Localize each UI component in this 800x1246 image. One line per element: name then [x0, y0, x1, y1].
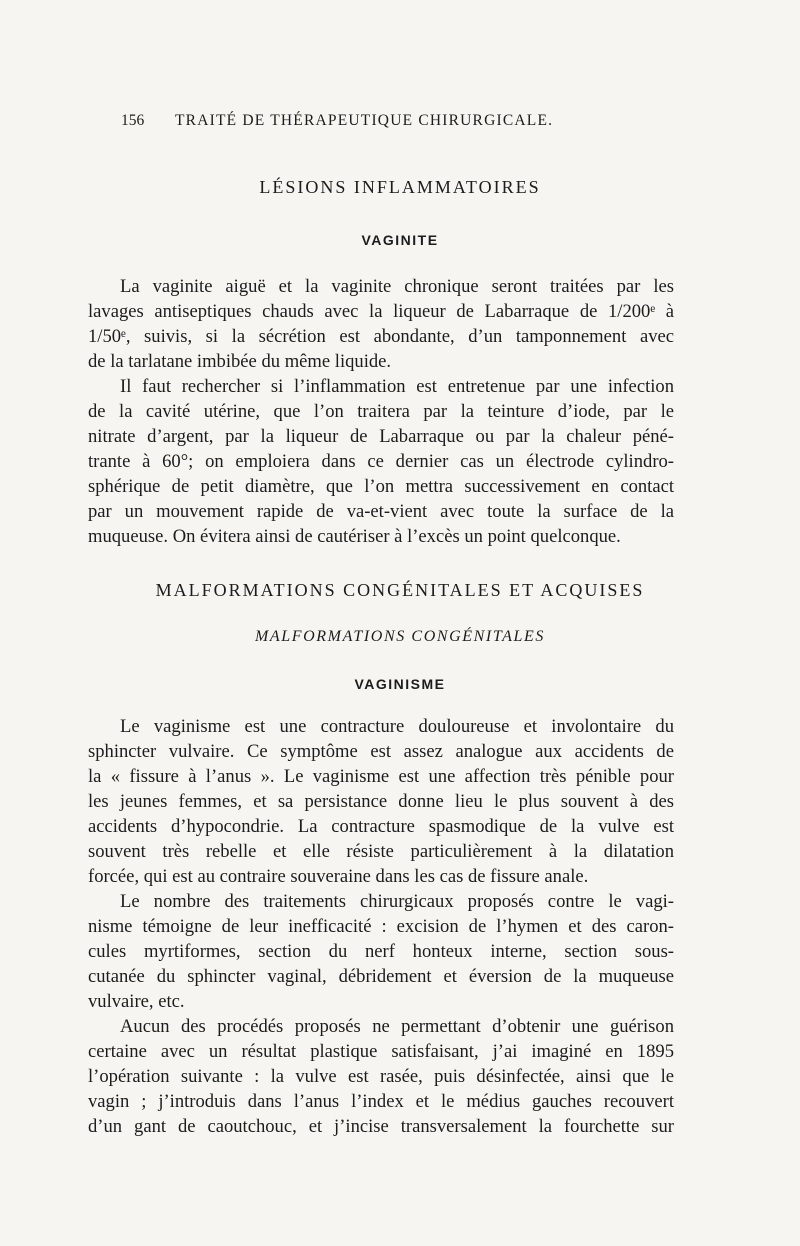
paragraph [88, 714, 674, 889]
section-title-lesions: LÉSIONS INFLAMMATOIRES [259, 177, 541, 197]
text-line: trante à 60°; on emploiera dans ce dernier cas un électrode cylindro- [88, 451, 674, 472]
text-line: lavages antiseptiques chauds avec la liqueur de Labarraque de 1/200ᵉ à [88, 301, 674, 322]
vaginite-text [88, 274, 674, 549]
text-line: de la cavité utérine, que l’on traitera par la teinture d’iode, par le [88, 401, 674, 422]
paragraph [88, 889, 674, 1014]
subsection-title-congenitales: MALFORMATIONS CONGÉNITALES [254, 628, 546, 645]
text-line: muqueuse. On évitera ainsi de cautériser à l’excès un point quelconque. [88, 526, 621, 547]
section-title-malformations: MALFORMATIONS CONGÉNITALES ET ACQUISES [155, 580, 645, 600]
text-line: la « fissure à l’anus ». Le vaginisme est une affection très pénible pour [88, 766, 674, 787]
text-line: sphincter vulvaire. Ce symptôme est assez analogue aux accidents de [88, 741, 674, 762]
text-line: d’un gant de caoutchouc, et j’incise transversalement la fourchette sur [88, 1116, 674, 1137]
text-line: l’opération suivante : la vulve est rasée, puis désinfectée, ainsi que le [88, 1066, 674, 1087]
page-number: 156 [121, 112, 145, 129]
vaginisme-text [88, 714, 674, 1139]
text-line: de la tarlatane imbibée du même liquide. [88, 351, 392, 372]
text-line: 1/50ᵉ, suivis, si la sécrétion est abondante, d’un tamponnement avec [88, 326, 674, 347]
text-line: Aucun des procédés proposés ne permettant d’obtenir une guérison [120, 1016, 674, 1037]
running-title: TRAITÉ DE THÉRAPEUTIQUE CHIRURGICALE. [175, 112, 554, 129]
subsection-title-vaginite: VAGINITE [361, 232, 439, 248]
text-line: par un mouvement rapide de va-et-vient avec toute la surface de la [88, 501, 674, 522]
text-line: vagin ; j’introduis dans l’anus l’index et le médius gauches recouvert [88, 1091, 674, 1112]
paragraph [88, 1014, 674, 1139]
text-line: cules myrtiformes, section du nerf honteux interne, section sous- [88, 941, 674, 962]
text-line: les jeunes femmes, et sa persistance donne lieu le plus souvent à des [88, 791, 674, 812]
text-line: nitrate d’argent, par la liqueur de Labarraque ou par la chaleur péné- [88, 426, 674, 447]
paragraph [88, 374, 674, 549]
text-line: certaine avec un résultat plastique satisfaisant, j’ai imaginé en 1895 [88, 1041, 674, 1062]
text-line: La vaginite aiguë et la vaginite chronique seront traitées par les [120, 276, 674, 297]
text-line: accidents d’hypocondrie. La contracture spasmodique de la vulve est [88, 816, 674, 837]
subsection-title-vaginisme: VAGINISME [354, 676, 446, 692]
text-line: Il faut rechercher si l’inflammation est entretenue par une infection [120, 376, 674, 397]
running-head [121, 112, 681, 136]
text-line: nisme témoigne de leur inefficacité : excision de l’hymen et des caron- [88, 916, 674, 937]
text-line: souvent très rebelle et elle résiste particulièrement à la dilatation [88, 841, 674, 862]
text-line: Le nombre des traitements chirurgicaux proposés contre le vagi- [120, 891, 674, 912]
text-line: cutanée du sphincter vaginal, débridement et éversion de la muqueuse [88, 966, 674, 987]
text-line: vulvaire, etc. [88, 991, 185, 1012]
text-line: sphérique de petit diamètre, que l’on mettra successivement en contact [88, 476, 674, 497]
paragraph [88, 274, 674, 374]
text-line: forcée, qui est au contraire souveraine dans les cas de fissure anale. [88, 866, 589, 887]
text-line: Le vaginisme est une contracture douloureuse et involontaire du [120, 716, 674, 737]
